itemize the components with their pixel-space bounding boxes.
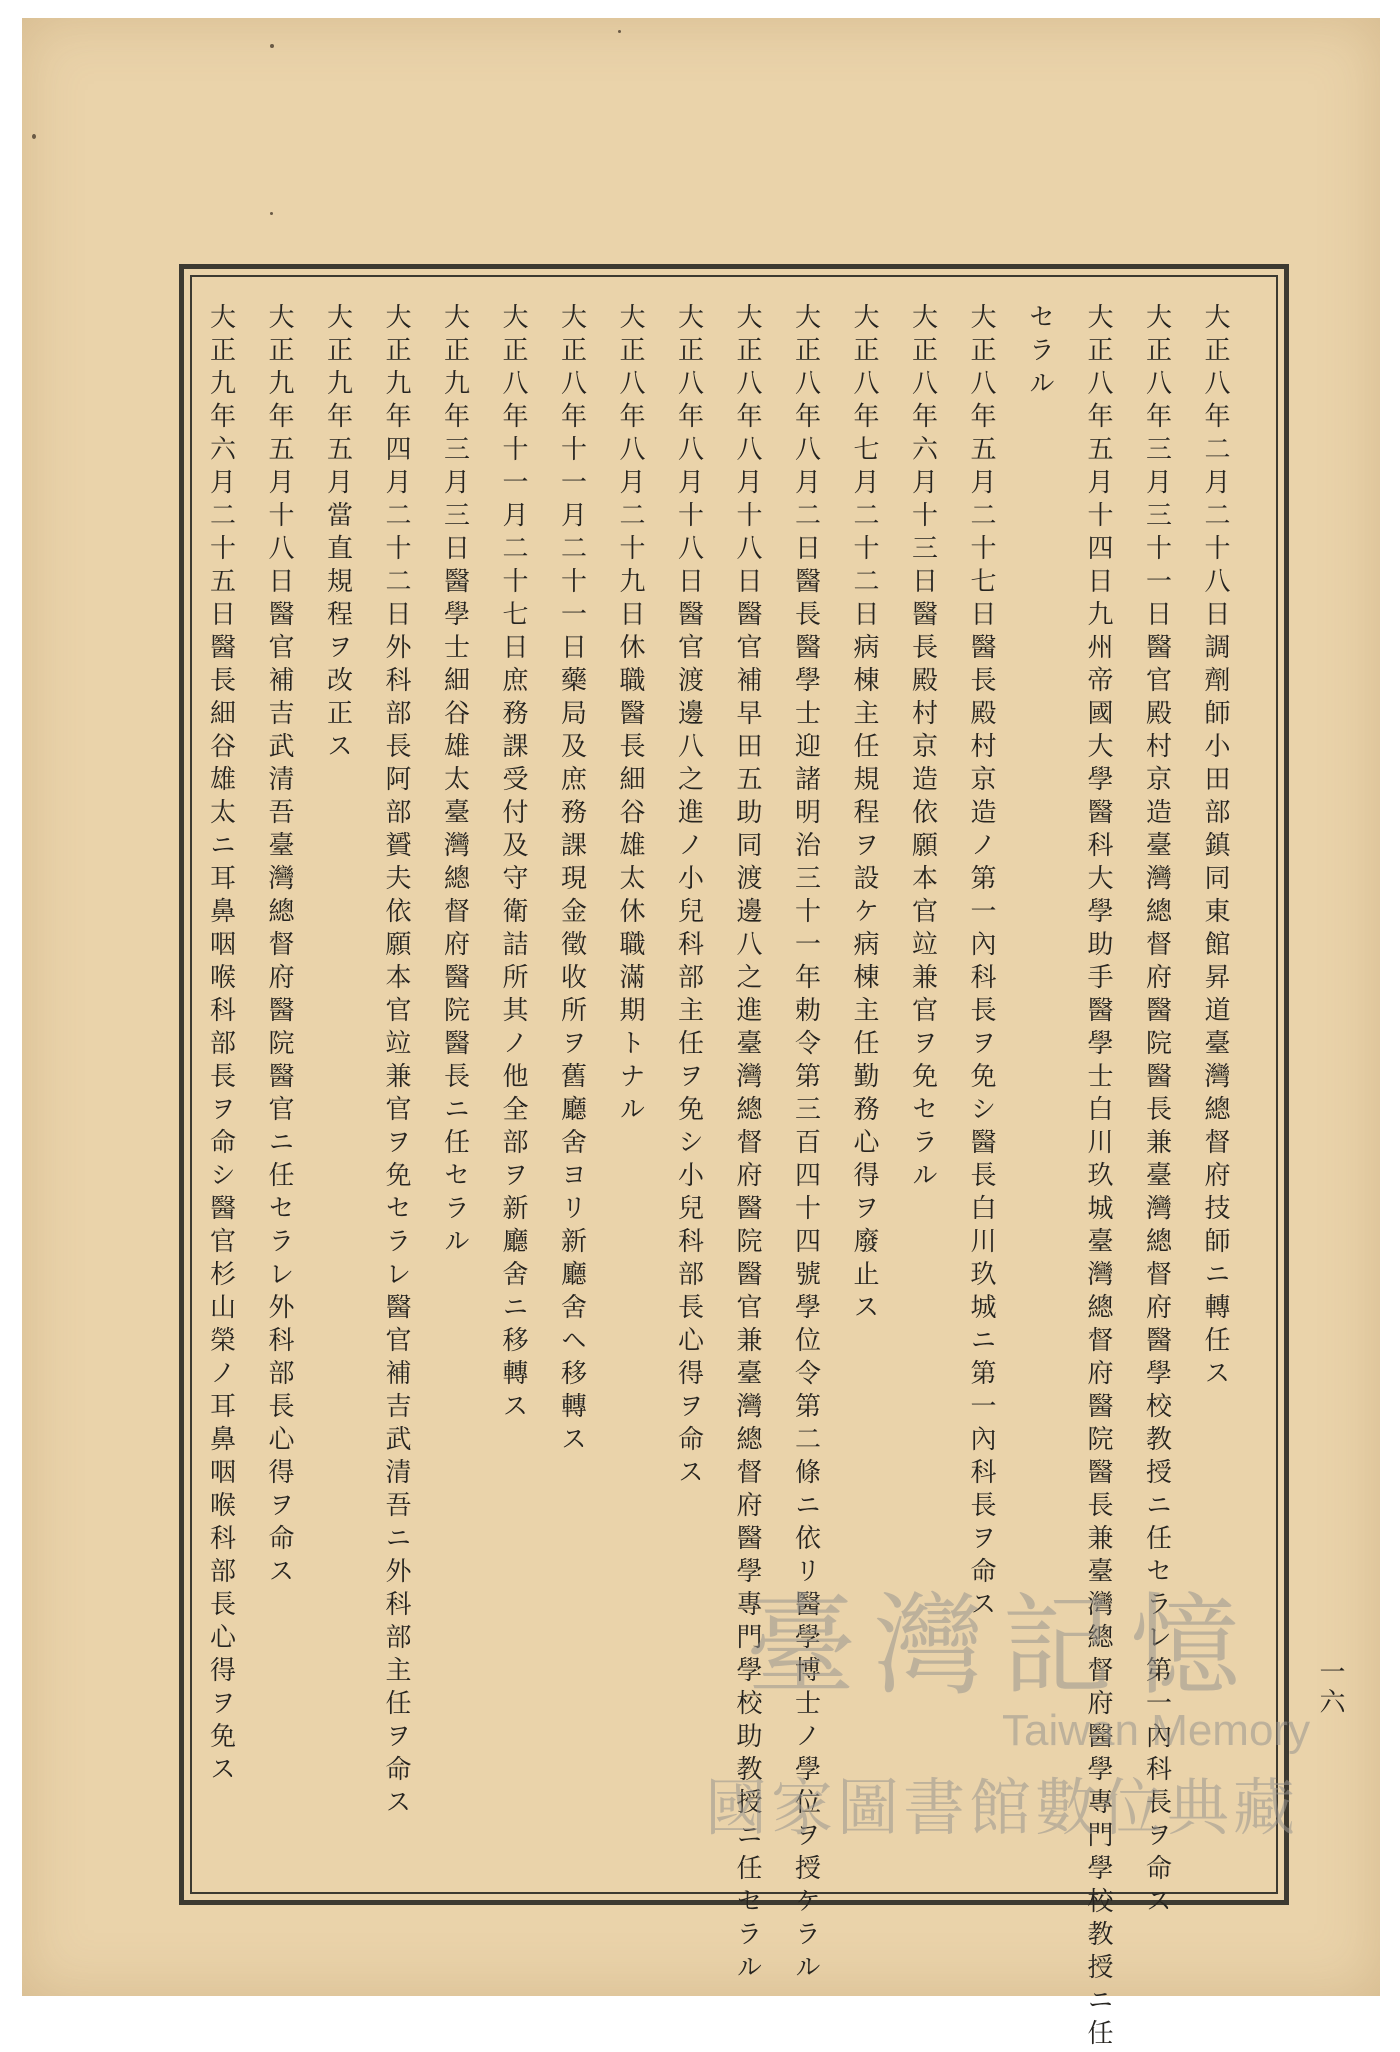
- paper-speck: [32, 134, 36, 139]
- paper-speck: [270, 212, 273, 215]
- record-entry: 大正九年三月三日醫學士細谷雄太臺灣總督府醫院醫長ニ任セラル: [439, 303, 470, 1260]
- record-entry: 大正八年八月十八日醫官渡邊八之進ノ小兒科部主任ヲ免シ小兒科部長心得ヲ命ス: [673, 303, 704, 1491]
- watermark: [692, 1558, 1312, 1858]
- record-entry: 大正八年八月十八日醫官補早田五助同渡邊八之進臺灣總督府醫院醫官兼臺灣總督府醫學專門學校助教授ニ任セラル: [732, 303, 762, 1986]
- watermark-title: 臺灣記憶: [746, 1582, 1258, 1710]
- scanned-page: [22, 18, 1380, 2052]
- record-entry: 大正九年五月當直規程ヲ改正ス: [322, 303, 353, 765]
- record-entry: 大正八年七月二十二日病棟主任規程ヲ設ケ病棟主任勤務心得ヲ廢止ス: [849, 303, 879, 1326]
- record-entry: 大正八年八月二日醫長醫學士迎諸明治三十一年勅令第三百四十四號學位令第二條ニ依リ醫學博士ノ學位ヲ授ケラル: [790, 303, 821, 1986]
- record-entry: 大正八年五月十四日九州帝國大學醫科大學助手醫學士白川玖城臺灣總督府醫院醫長兼臺灣總督府醫學專門學校教授ニ任: [1083, 303, 1113, 2052]
- record-entry: 大正九年六月二十五日醫長細谷雄太ニ耳鼻咽喉科部長ヲ命シ醫官杉山榮ノ耳鼻咽喉科部長心得ヲ免ス: [205, 303, 236, 1788]
- page-number: 一六: [1315, 1658, 1345, 1718]
- record-entry: 大正八年二月二十八日調劑師小田部鎮同東館昇道臺灣總督府技師ニ轉任ス: [1200, 303, 1230, 1392]
- watermark-subtitle: Taiwan Memory: [1002, 1706, 1311, 1755]
- paper-speck: [270, 44, 274, 48]
- record-entry: 大正八年五月二十七日醫長殿村京造ノ第一內科長ヲ免シ醫長白川玖城ニ第一內科長ヲ命ス: [966, 303, 996, 1623]
- record-entry: 大正九年四月二十二日外科部長阿部贇夫依願本官竝兼官ヲ免セラレ醫官補吉武清吾ニ外科部主任ヲ命ス: [381, 303, 411, 1821]
- record-entry: セラル: [1024, 303, 1055, 402]
- watermark-library-name: 國家圖書館數位典藏: [704, 1771, 1299, 1844]
- record-entry: 大正八年八月二十九日休職醫長細谷雄太休職滿期トナル: [615, 303, 645, 1128]
- record-entry: 大正八年十一月二十七日庶務課受付及守衛詰所其ノ他全部ヲ新廳舍ニ移轉ス: [498, 303, 528, 1425]
- record-entry: 大正八年六月十三日醫長殿村京造依願本官竝兼官ヲ免セラル: [907, 303, 938, 1194]
- record-entry: 大正八年三月三十一日醫官殿村京造臺灣總督府醫院醫長兼臺灣總督府醫學校教授ニ任セラレ第一內科長ヲ命ス: [1141, 303, 1172, 1920]
- record-entry: 大正八年十一月二十一日藥局及庶務課現金徵收所ヲ舊廳舍ヨリ新廳舍ヘ移轉ス: [556, 303, 587, 1458]
- paper-speck: [618, 30, 621, 33]
- record-entry: 大正九年五月十八日醫官補吉武清吾臺灣總督府醫院醫官ニ任セラレ外科部長心得ヲ命ス: [264, 303, 294, 1590]
